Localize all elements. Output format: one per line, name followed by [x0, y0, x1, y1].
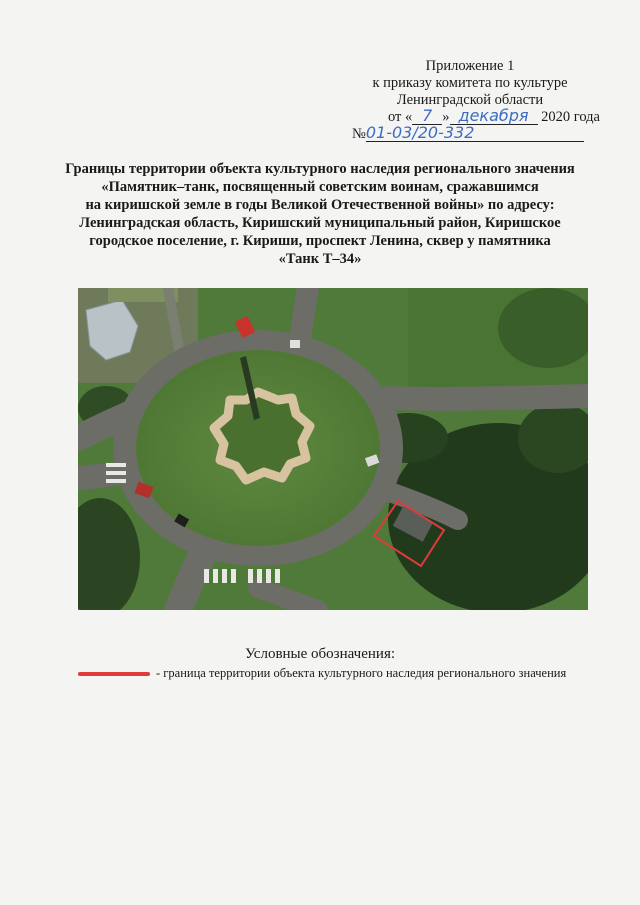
annex-region: Ленинградской области [396, 92, 544, 108]
date-year: 2020 года [541, 109, 600, 125]
date-month: декабря [458, 106, 529, 125]
date-prefix: от « [387, 109, 413, 125]
document-title [40, 160, 600, 268]
title-line-4: Ленинградская область, Киришский муниципальный район, Киришское [79, 215, 561, 231]
date-day: 7 [422, 106, 433, 125]
satellite-map [78, 288, 588, 610]
title-line-3: на киришской земле в годы Великой Отечественной войны» по адресу: [85, 197, 555, 213]
number-prefix: № [352, 126, 366, 142]
order-number: 01-03/20-332 [365, 123, 475, 142]
annex-title: Приложение 1 [425, 58, 515, 74]
title-line-1: Границы территории объекта культурного наследия регионального значения [65, 161, 575, 177]
annex-header [340, 58, 600, 143]
legend-item-label: - граница территории объекта культурного наследия регионального значения [156, 666, 567, 680]
title-line-2: «Памятник–танк, посвященный советским воинам, сражавшимся [101, 179, 539, 195]
date-mid: » [442, 109, 450, 125]
annex-number-line [340, 123, 600, 143]
legend-item [78, 666, 566, 681]
title-line-6: «Танк Т–34» [278, 251, 362, 267]
title-line-5: городское поселение, г. Кириши, проспект Ленина, сквер у памятника [89, 233, 551, 249]
legend-heading: Условные обозначения: [244, 646, 396, 662]
annex-order-ref: к приказу комитета по культуре [372, 75, 568, 91]
map-graphic [78, 288, 588, 610]
legend-boundary-swatch [78, 672, 150, 676]
